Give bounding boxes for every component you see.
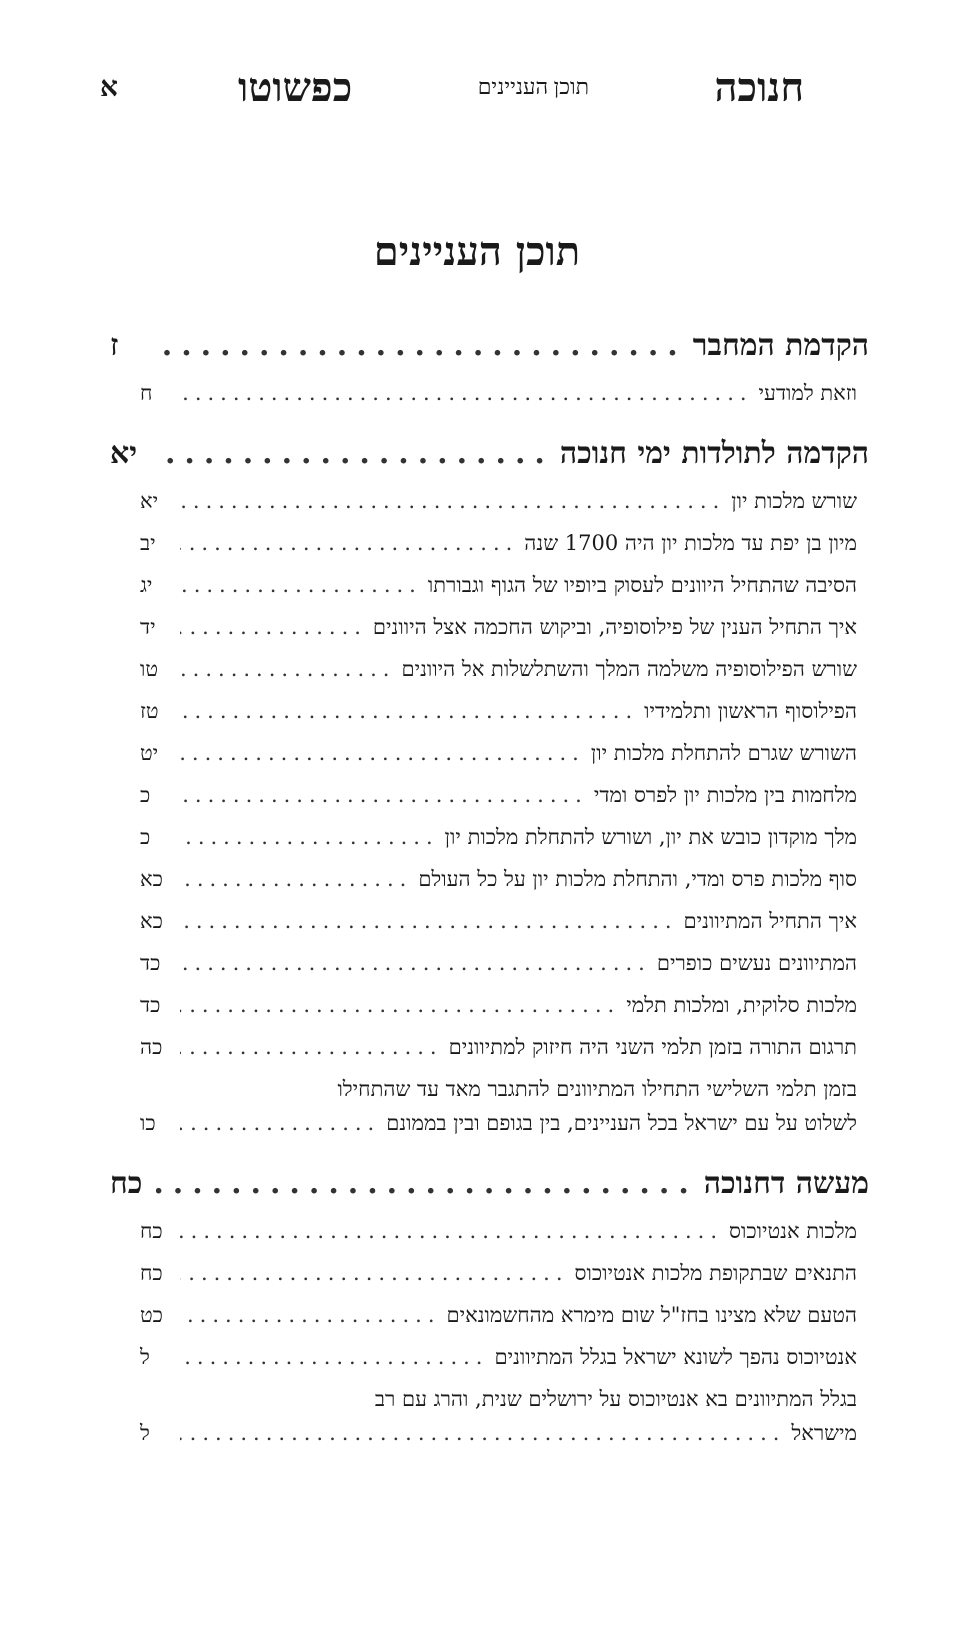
entry-title: השורש שגרם להתחלת מלכות יון (590, 741, 857, 765)
dot-leader (180, 372, 753, 414)
entry-continuation (140, 1106, 857, 1140)
entry-page-number: כ (140, 783, 151, 807)
header-center-title: תוכן העניינים (477, 74, 590, 99)
dot-leader (180, 816, 439, 858)
dot-leader (180, 1294, 441, 1336)
dot-leader (180, 1252, 569, 1294)
entry-title: המתיוונים נעשים כופרים (656, 951, 857, 975)
entry-title: בזמן תלמי השלישי התחילו המתיוונים להתגבר מאד עד שהתחילו (337, 1077, 857, 1101)
entry-page-number: ח (140, 381, 153, 405)
entry-page-number: כא (140, 867, 163, 891)
toc-section (110, 1158, 869, 1454)
toc-entry[interactable] (140, 1026, 857, 1068)
entry-title: תרגום התורה בזמן תלמי השני היה חיזוק למתיוונים (448, 1035, 857, 1059)
entry-page-number: כט (140, 1303, 163, 1327)
header-book-title: חנוכה (714, 63, 804, 111)
toc-entry[interactable] (140, 1210, 857, 1252)
dot-leader (180, 1336, 488, 1378)
section-heading[interactable] (110, 1158, 869, 1210)
entry-page-number: כד (140, 993, 161, 1017)
toc-entry[interactable] (140, 372, 857, 414)
entry-title: איך התחיל הענין של פילוסופיה, וביקוש החכמה אצל היוונים (372, 615, 857, 639)
dot-leader (180, 984, 620, 1026)
dot-leader (180, 564, 422, 606)
entry-page-number: כח (140, 1261, 163, 1285)
dot-leader (180, 690, 638, 732)
entry-continuation (140, 1416, 857, 1450)
toc-entry[interactable] (140, 984, 857, 1026)
entry-page-number: יג (140, 573, 153, 597)
toc-entry[interactable] (140, 1294, 857, 1336)
toc-entry[interactable] (140, 522, 857, 564)
toc-entry[interactable] (140, 774, 857, 816)
toc-entry[interactable] (140, 648, 857, 690)
toc-entry[interactable] (140, 858, 857, 900)
entry-title: הטעם שלא מצינו בחז"ל שום מימרא מהחשמונאים (446, 1303, 857, 1327)
toc-entry[interactable] (140, 1336, 857, 1378)
entry-page-number: יט (140, 741, 159, 765)
page-title: תוכן העניינים (373, 228, 581, 275)
toc-entry[interactable] (140, 900, 857, 942)
section-page-number: יא (110, 436, 138, 471)
entry-title: סוף מלכות פרס ומדי, והתחלת מלכות יון על כל העולם (418, 867, 857, 891)
entry-title: שורש הפילוסופיה משלמה המלך והשתלשלות אל היוונים (401, 657, 857, 681)
toc-entry[interactable] (140, 1068, 857, 1144)
header-book-subtitle: כפשוטו (237, 63, 353, 111)
entry-title: וזאת למודעי (758, 381, 857, 405)
dot-leader (180, 858, 412, 900)
entry-title: מיון בן יפת עד מלכות יון היה 1700 שנה (524, 531, 857, 555)
section-title: מעשה דחנוכה (703, 1166, 869, 1201)
entry-page-number: טז (140, 699, 159, 723)
toc-section (110, 320, 869, 414)
entry-page-number: ל (140, 1421, 150, 1445)
entry-page-number: כו (140, 1111, 156, 1135)
entry-page-number: כח (140, 1219, 163, 1243)
dot-leader (156, 1158, 698, 1210)
entry-title: מלך מוקדון כובש את יון, ושורש להתחלת מלכות יון (444, 825, 857, 849)
section-title: הקדמת המחבר (692, 328, 869, 363)
toc-entry[interactable] (140, 816, 857, 858)
entry-title: בגלל המתיוונים בא אנטיוכוס על ירושלים שנית, והרג עם רב (374, 1387, 857, 1411)
entry-page-number: כד (140, 951, 161, 975)
entry-page-number: כה (140, 1035, 163, 1059)
dot-leader (180, 732, 585, 774)
entry-title: איך התחיל המתיוונים (683, 909, 857, 933)
entry-title: מלכות אנטיוכוס (729, 1219, 857, 1243)
toc-entry[interactable] (140, 1378, 857, 1454)
entry-title-continued: לשלוט על עם ישראל בכל העניינים, בין בגופם ובין בממונם (386, 1111, 857, 1135)
entry-title: שורש מלכות יון (731, 489, 857, 513)
header-page-number: א (100, 70, 118, 103)
toc-entry[interactable] (140, 564, 857, 606)
entry-page-number: ל (140, 1345, 150, 1369)
toc-section (110, 428, 869, 1144)
dot-leader (180, 942, 651, 984)
dot-leader (180, 522, 518, 564)
running-head (100, 62, 804, 112)
entry-title: התנאים שבתקופת מלכות אנטיוכוס (574, 1261, 857, 1285)
entry-page-number: כא (140, 909, 163, 933)
dot-leader (180, 1026, 443, 1068)
entry-page-number: יד (140, 615, 156, 639)
entry-title-continued: מישראל (791, 1421, 857, 1445)
toc-entry[interactable] (140, 1252, 857, 1294)
toc-entry[interactable] (140, 606, 857, 648)
entry-title: מלכות סלוקית, ומלכות תלמי (626, 993, 857, 1017)
section-page-number: כח (110, 1166, 143, 1201)
dot-leader (180, 1210, 723, 1252)
section-heading[interactable] (110, 320, 869, 372)
dot-leader (180, 900, 678, 942)
entry-page-number: יב (140, 531, 156, 555)
toc-entry[interactable] (140, 942, 857, 984)
dot-leader (156, 428, 554, 480)
dot-leader (156, 320, 687, 372)
section-heading[interactable] (110, 428, 869, 480)
table-of-contents (110, 320, 869, 1468)
section-page-number: ז (110, 328, 119, 363)
dot-leader (180, 1106, 380, 1140)
dot-leader (180, 480, 725, 522)
toc-entry[interactable] (140, 732, 857, 774)
section-title: הקדמה לתולדות ימי חנוכה (559, 436, 869, 471)
entry-page-number: יא (140, 489, 159, 513)
entry-page-number: טו (140, 657, 159, 681)
entry-title: הפילוסוף הראשון ותלמידיו (644, 699, 857, 723)
dot-leader (180, 1416, 785, 1450)
dot-leader (180, 774, 588, 816)
entry-title: הסיבה שהתחיל היוונים לעסוק ביופיו של הגוף וגבורתו (427, 573, 857, 597)
entry-title: אנטיוכוס נהפך לשונא ישראל בגלל המתיוונים (494, 1345, 857, 1369)
dot-leader (180, 606, 367, 648)
dot-leader (180, 648, 395, 690)
header-left-group (100, 64, 352, 111)
toc-entry[interactable] (140, 690, 857, 732)
entry-title: מלחמות בין מלכות יון לפרס ומדי (593, 783, 857, 807)
toc-entry[interactable] (140, 480, 857, 522)
entry-page-number: כ (140, 825, 151, 849)
